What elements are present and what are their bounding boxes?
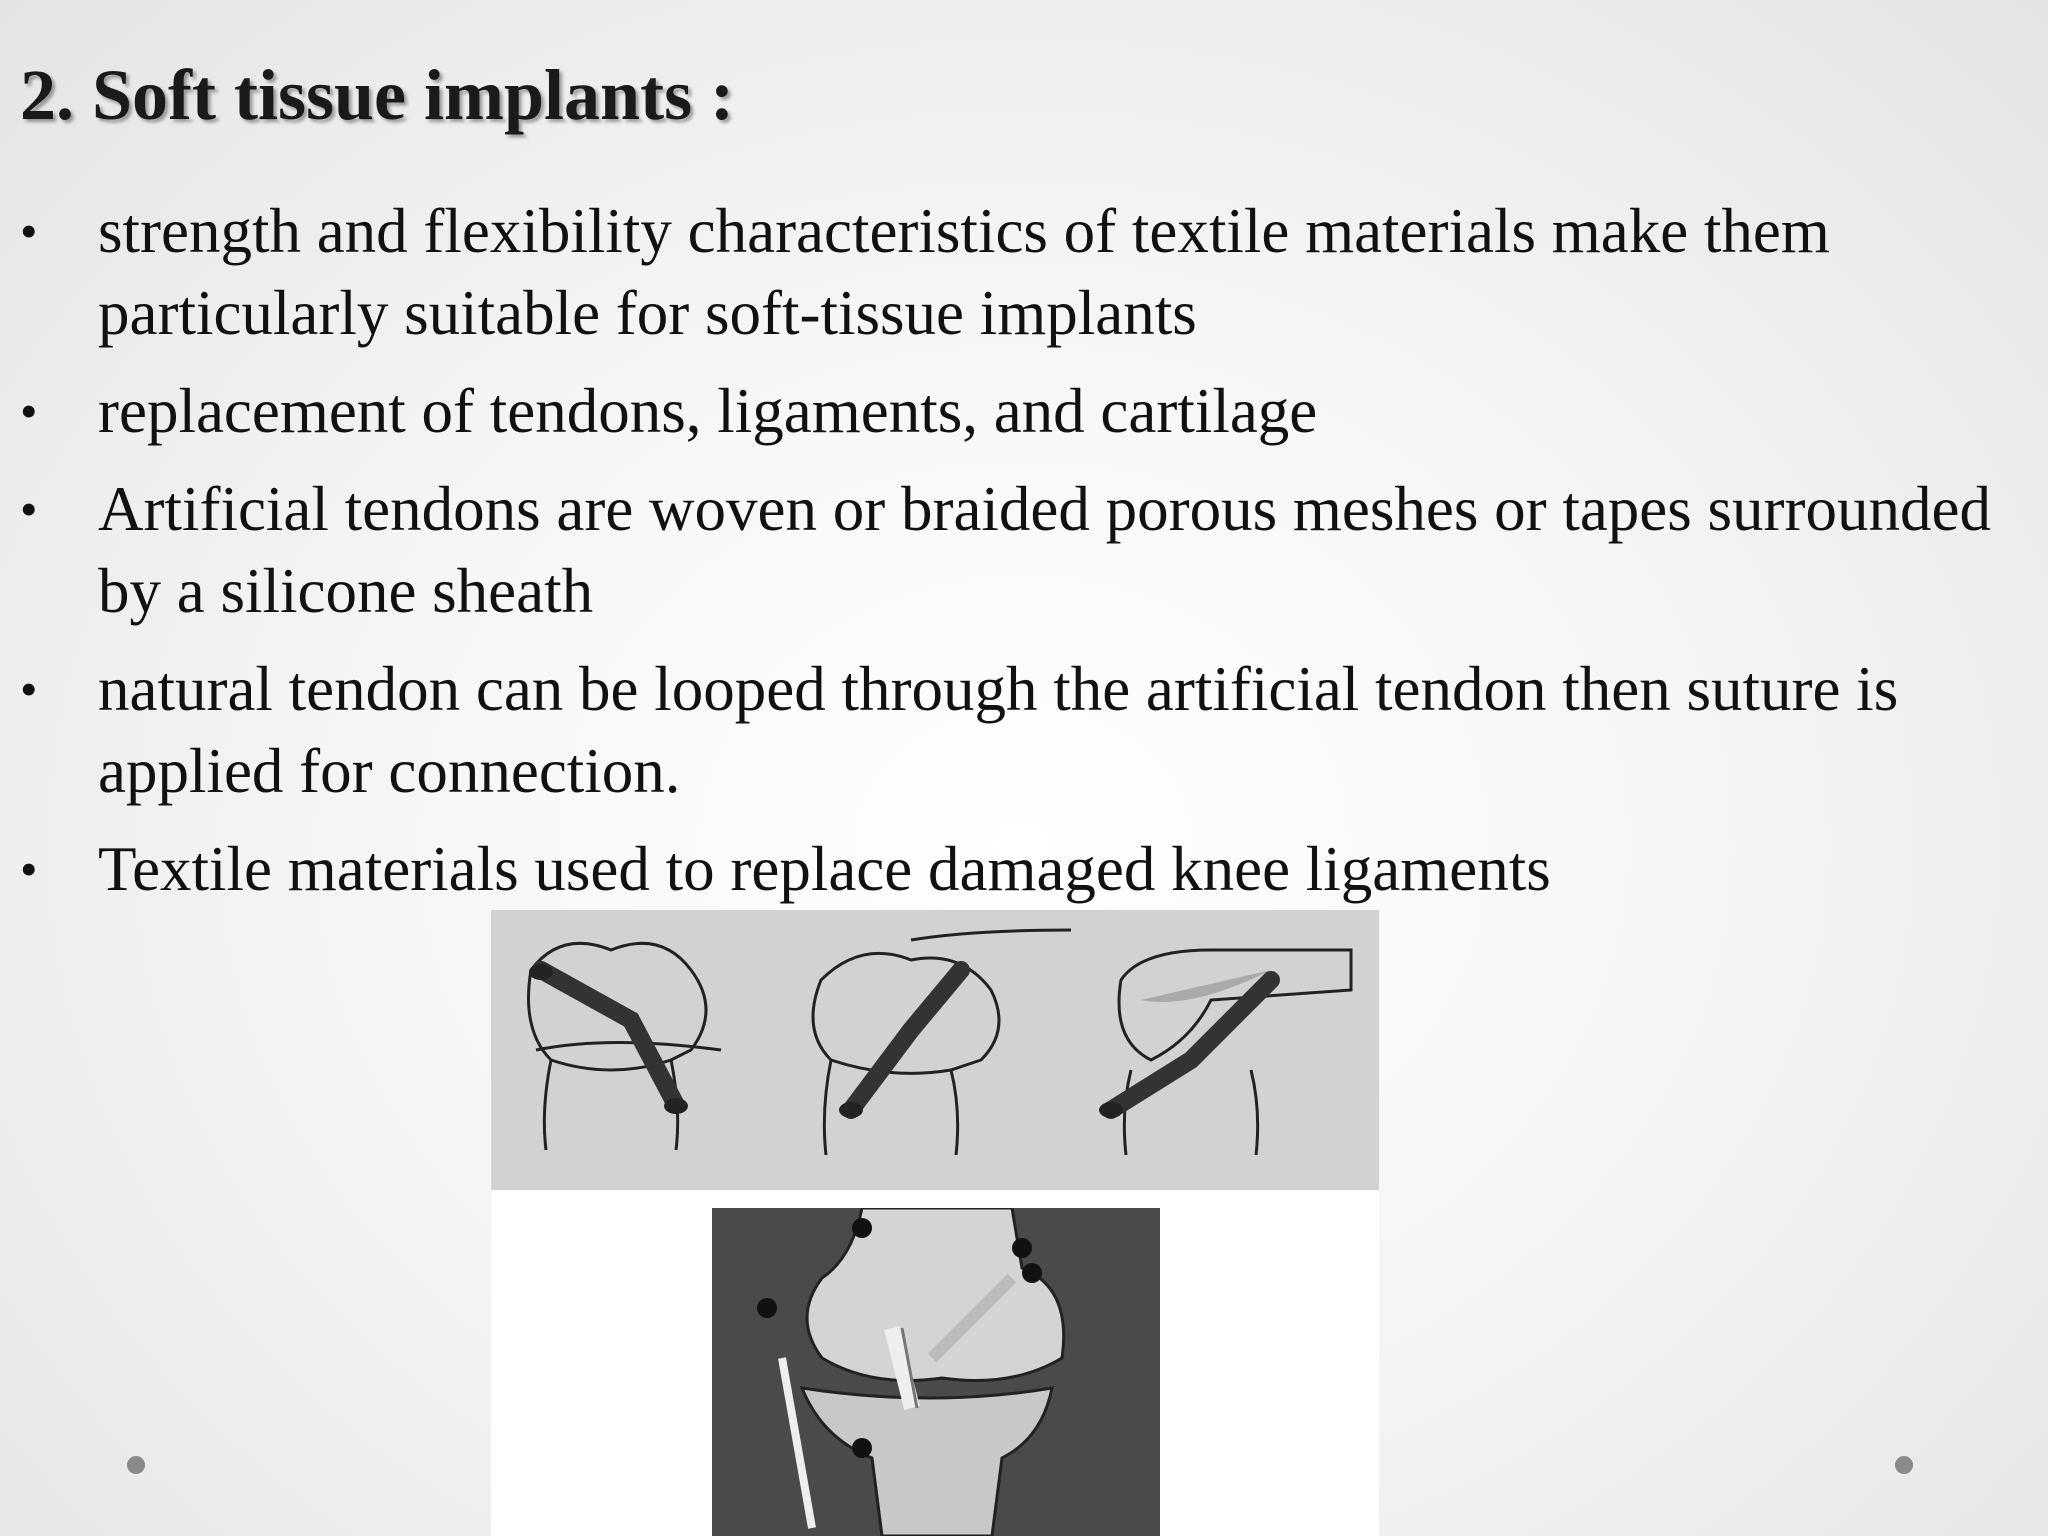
bullet-marker: • — [20, 661, 38, 717]
bullet-item — [0, 468, 2048, 632]
slide-title: 2. Soft tissue implants : — [20, 55, 735, 135]
bullet-text: natural tendon can be looped through the artificial tendon then suture is applied for connection. — [98, 654, 1899, 806]
knee-joint-illustration-icon — [712, 1208, 1160, 1536]
bullet-marker: • — [20, 481, 38, 537]
bullet-marker: • — [20, 383, 38, 439]
bullet-item — [0, 648, 2048, 812]
slide-nav-dot-right — [1895, 1456, 1913, 1474]
bullet-text: strength and flexibility characteristics of textile materials make them particularly suitable for soft-tissue implants — [98, 196, 1830, 348]
knee-ligament-diagrams-icon — [491, 910, 1379, 1190]
bullet-item — [0, 190, 2048, 354]
bullet-marker: • — [20, 841, 38, 897]
bullet-text: replacement of tendons, ligaments, and cartilage — [98, 376, 1318, 446]
bullet-item — [0, 370, 2048, 452]
bullet-marker: • — [20, 203, 38, 259]
bullet-item — [0, 828, 2048, 910]
bullet-list — [0, 190, 2048, 926]
slide-nav-dot-left — [127, 1456, 145, 1474]
bullet-text: Textile materials used to replace damaged knee ligaments — [98, 834, 1551, 904]
bullet-text: Artificial tendons are woven or braided porous meshes or tapes surrounded by a silicone sheath — [98, 474, 1991, 626]
